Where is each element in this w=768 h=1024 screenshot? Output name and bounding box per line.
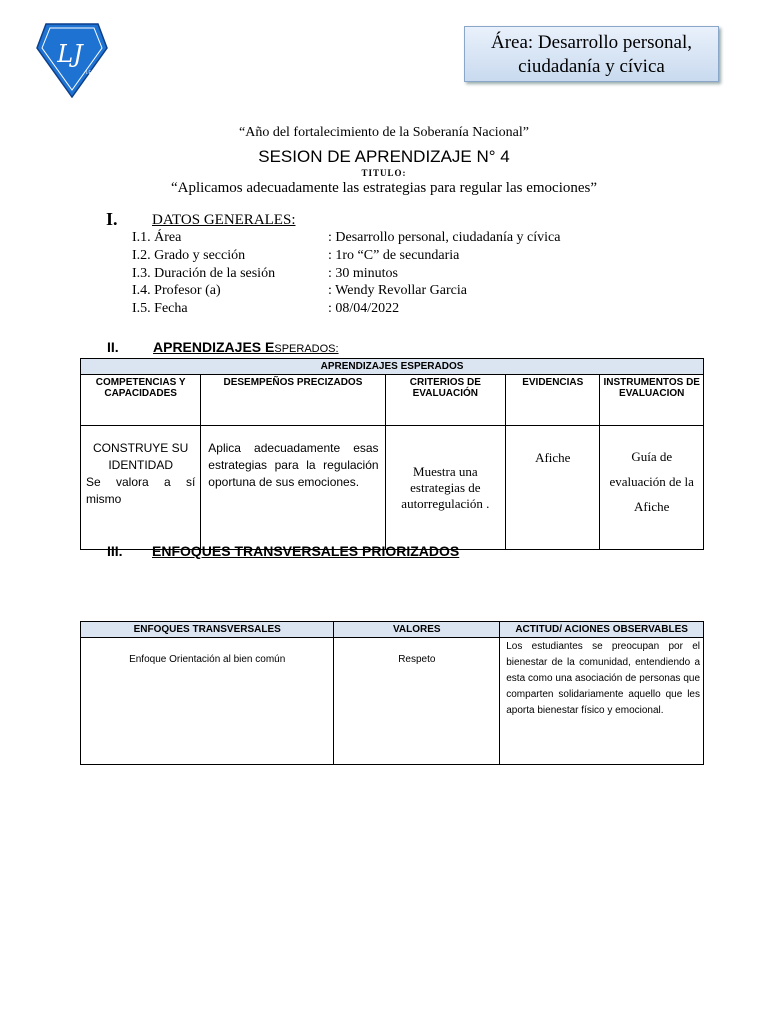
actitud-cell	[500, 638, 704, 765]
datos-item-value: : 30 minutos	[328, 265, 399, 281]
desempeno-text: Aplica adecuadamente esas estrategias para la regulación oportuna de sus emociones.	[208, 441, 379, 489]
area-title-box	[464, 26, 719, 82]
datos-generales-list	[132, 229, 560, 318]
section-1-number: I.	[106, 209, 118, 229]
datos-item-value: : Wendy Revollar Garcia	[328, 283, 467, 299]
svg-text:LJ: LJ	[57, 40, 83, 68]
col-header-competencias: COMPETENCIAS Y CAPACIDADES	[81, 375, 201, 426]
titulo-text: “Aplicamos adecuadamente las estrategias para regular las emociones”	[170, 180, 598, 196]
actitud-text: Los estudiantes se preocupan por el bienestar de la comunidad, entendiendo a esta como una asociación de personas que comparten solidariamente aquello que les aporta bienestar físico y emocional.	[506, 641, 700, 716]
section-3-title: ENFOQUES TRANSVERSALES PRIORIZADOS	[152, 543, 460, 559]
section-1-title: DATOS GENERALES:	[152, 212, 296, 228]
col-header-instrumentos: INSTRUMENTOS DE EVALUACION	[600, 375, 704, 426]
school-logo	[36, 22, 108, 98]
section-2-number: II.	[107, 339, 119, 355]
enfoque-text: Enfoque Orientación al bien común	[129, 654, 286, 665]
datos-item	[132, 282, 560, 300]
valor-text: Respeto	[398, 654, 436, 665]
col-header-evidencias: EVIDENCIAS	[506, 375, 600, 426]
instrumento-text: Guía de evaluación de la Afiche	[609, 449, 694, 514]
area-line-2: ciudadanía y cívica	[518, 56, 665, 77]
datos-item-value: : Desarrollo personal, ciudadanía y cívica	[328, 230, 561, 245]
session-title: SESION DE APRENDIZAJE N° 4	[258, 147, 510, 166]
evidencia-cell	[506, 426, 600, 550]
criterio-cell	[385, 426, 506, 550]
aprendizajes-table	[80, 358, 704, 550]
datos-item-label: I.3. Duración de la sesión	[132, 265, 276, 281]
datos-item-value: : 1ro “C” de secundaria	[328, 247, 460, 263]
col-header-actitud: ACTITUD/ ACIONES OBSERVABLES	[500, 622, 704, 638]
col-header-criterios: CRITERIOS DE EVALUACIÓN	[385, 375, 506, 426]
datos-item	[132, 229, 560, 247]
datos-item	[132, 247, 560, 265]
area-line-1: Área: Desarrollo personal,	[490, 32, 692, 53]
datos-item-label: I.4. Profesor (a)	[132, 283, 221, 299]
competencia-detail: Se valora a sí mismo	[86, 475, 196, 506]
datos-item	[132, 300, 560, 318]
valor-cell	[334, 638, 500, 765]
instrumento-cell	[600, 426, 704, 550]
evidencia-text: Afiche	[535, 450, 571, 465]
col-header-enfoques: ENFOQUES TRANSVERSALES	[81, 622, 334, 638]
competencia-title: CONSTRUYE SU IDENTIDAD	[92, 441, 189, 472]
col-header-valores: VALORES	[334, 622, 500, 638]
datos-item-value: : 08/04/2022	[328, 301, 400, 317]
section-2-title	[153, 339, 339, 355]
year-motto: “Año del fortalecimiento de la Soberanía Nacional”	[239, 125, 529, 140]
enfoque-cell	[81, 638, 334, 765]
enfoques-table	[80, 621, 704, 765]
datos-item-label: I.5. Fecha	[132, 301, 188, 317]
criterio-text: Muestra una estrategias de autorregulación .	[401, 463, 490, 511]
section-2-title-main: APRENDIZAJES E	[153, 339, 275, 355]
col-header-desempenos: DESEMPEÑOS PRECIZADOS	[201, 375, 385, 426]
aprendizajes-band: APRENDIZAJES ESPERADOS	[81, 359, 704, 375]
datos-item-label: I.1. Área	[132, 230, 182, 245]
titulo-label: TITULO:	[361, 168, 407, 178]
section-3-number: III.	[107, 543, 123, 559]
datos-item-label: I.2. Grado y sección	[132, 247, 246, 263]
svg-text:I.E. 7074: I.E. 7074	[86, 70, 104, 75]
datos-item	[132, 265, 560, 283]
competencia-cell	[81, 426, 201, 550]
section-2-title-rest: SPERADOS:	[274, 343, 339, 355]
desempeno-cell	[201, 426, 385, 550]
